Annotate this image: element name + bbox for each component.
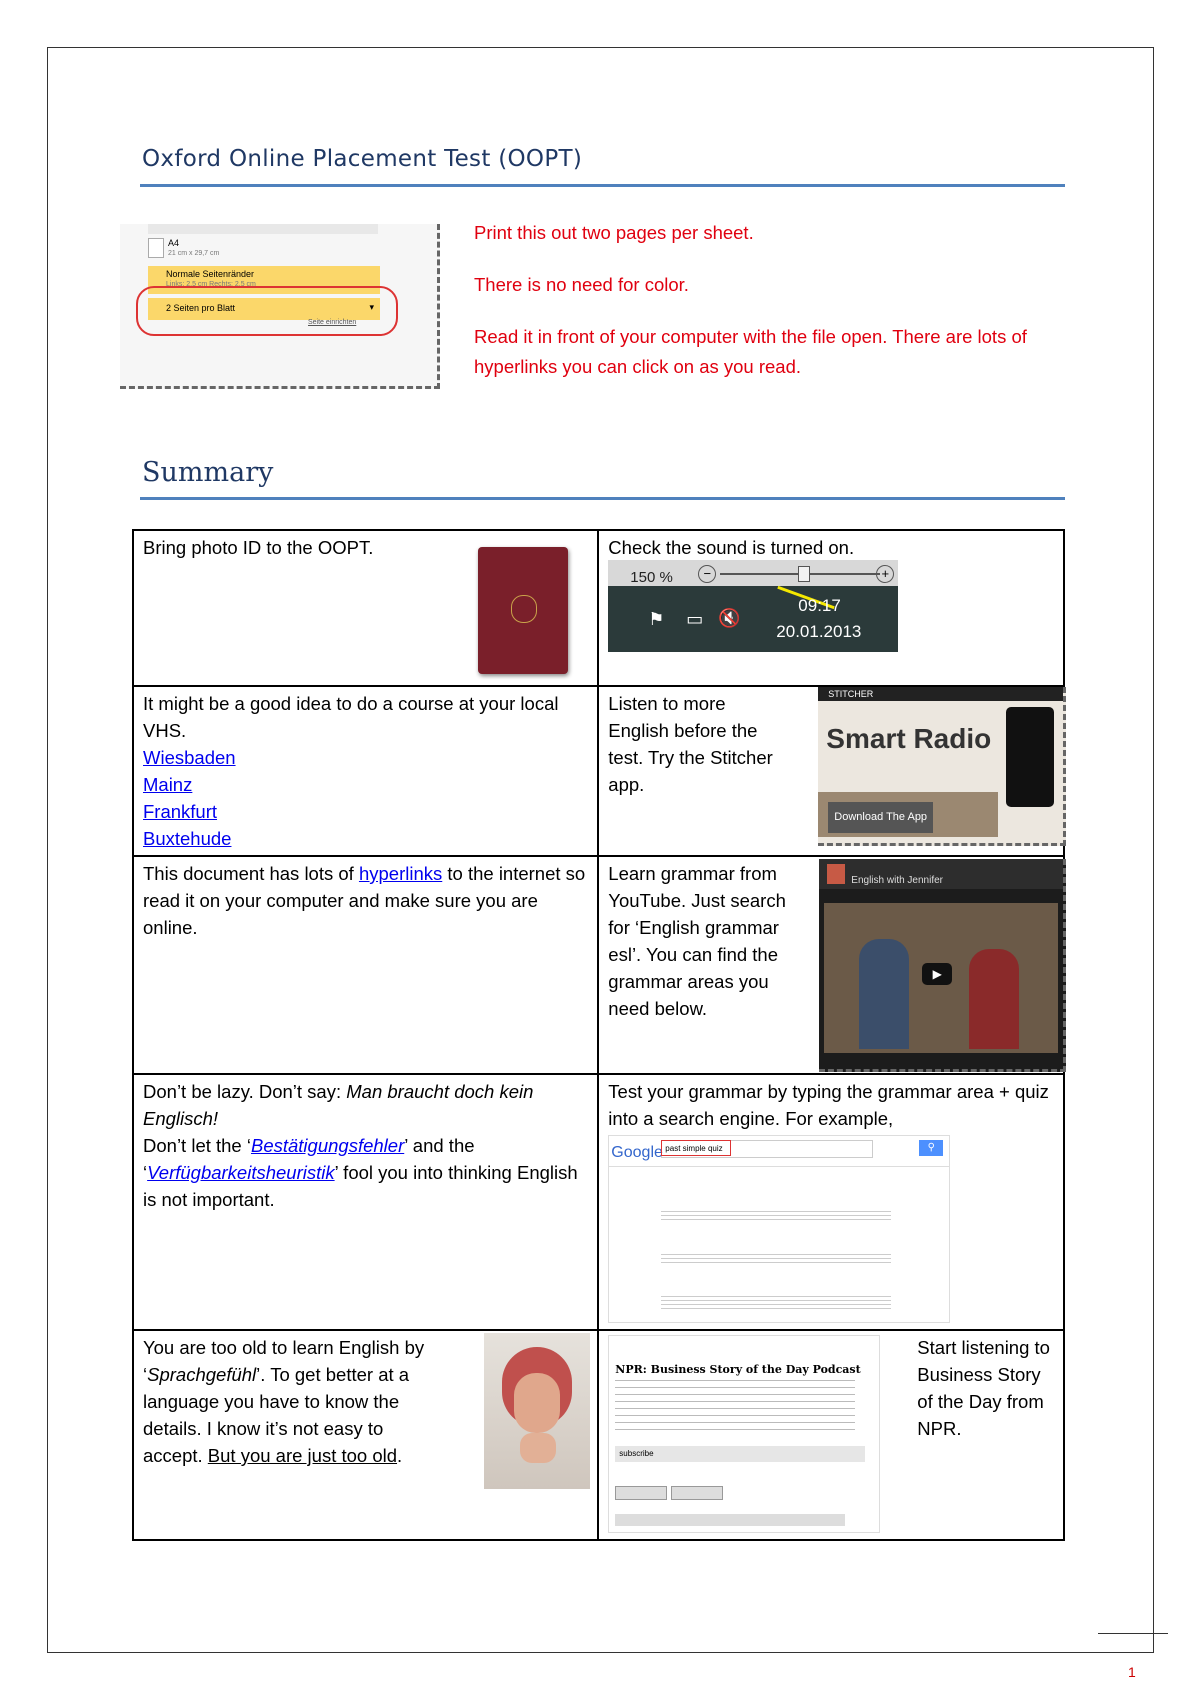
note-print: Print this out two pages per sheet. xyxy=(474,222,754,243)
stitcher-logo: STITCHER xyxy=(818,687,1066,701)
avatar xyxy=(827,864,845,884)
lazy-text-start: Don’t be lazy. Don’t say: xyxy=(143,1081,347,1102)
npr-title: NPR: Business Story of the Day Podcast xyxy=(615,1363,861,1376)
old-text-end: . xyxy=(397,1445,403,1466)
stitcher-screenshot xyxy=(818,687,1066,846)
yahoo-button[interactable] xyxy=(671,1486,723,1500)
print-settings-screenshot xyxy=(120,224,440,389)
table-row xyxy=(133,1330,1064,1540)
print-row-a4-sub: 21 cm x 29,7 cm xyxy=(168,250,220,257)
link-buxtehude[interactable]: Buxtehude xyxy=(143,828,232,849)
cell-lazy xyxy=(133,1074,598,1330)
podcast-url-field[interactable] xyxy=(615,1514,845,1526)
page-icon xyxy=(148,238,164,258)
online-text-start: This document has lots of xyxy=(143,863,359,884)
woman-photo xyxy=(484,1333,590,1489)
print-row-two-per-sheet-label: 2 Seiten pro Blatt xyxy=(166,303,236,313)
cell-photo-id xyxy=(133,530,598,686)
taskbar-screenshot xyxy=(608,560,898,652)
page-number-rule xyxy=(1098,1633,1168,1634)
search-input[interactable]: past simple quiz xyxy=(661,1140,731,1156)
print-row-margins-label: Normale Seitenränder xyxy=(166,269,255,279)
youtube-text: Learn grammar from YouTube. Just search for ‘English grammar esl’. You can find the grammar areas you need below. xyxy=(608,863,786,1019)
subscribe-bar[interactable]: subscribe xyxy=(615,1446,865,1462)
zoom-out-icon[interactable]: − xyxy=(698,565,716,583)
npr-text: Start listening to Business Story of the Day from NPR. xyxy=(917,1337,1050,1439)
clock-time: 09:17 xyxy=(798,596,841,615)
lazy-text-3: ’ and the ‘ xyxy=(143,1135,475,1183)
stitcher-headline: Smart Radio xyxy=(826,723,992,754)
channel-name: English with Jennifer xyxy=(851,875,944,886)
print-row-margins-sub: Links: 2,5 cm Rechts: 2,5 cm xyxy=(166,281,256,288)
page-title: Oxford Online Placement Test (OOPT) xyxy=(142,146,583,172)
cell-quiz xyxy=(598,1074,1064,1330)
speaker-muted-icon[interactable]: 🔇 xyxy=(718,608,741,628)
cell-vhs xyxy=(133,686,598,856)
phone-image xyxy=(1006,707,1054,807)
old-italic: Sprachgefühl xyxy=(147,1364,257,1385)
link-frankfurt[interactable]: Frankfurt xyxy=(143,801,218,822)
old-text-mid: ’. To get better at a language you have to know the details. I know it’s not easy to accept. xyxy=(143,1364,410,1466)
quiz-text: Test your grammar by typing the grammar area + quiz into a search engine. For example, xyxy=(608,1081,1049,1129)
itunes-button[interactable] xyxy=(615,1486,667,1500)
cell-online xyxy=(133,856,598,1074)
confirmation-bias-link[interactable]: Bestätigungsfehler xyxy=(250,1135,405,1156)
network-icon: ▭ xyxy=(686,609,704,629)
passport-image xyxy=(478,547,568,674)
title-rule xyxy=(140,184,1065,187)
sound-text: Check the sound is turned on. xyxy=(608,537,855,558)
table-row xyxy=(133,1074,1064,1330)
dropdown-arrow-icon: ▾ xyxy=(369,302,374,312)
link-mainz[interactable]: Mainz xyxy=(143,774,193,795)
page-number: 1 xyxy=(1128,1664,1136,1680)
note-color: There is no need for color. xyxy=(474,274,689,295)
vhs-text: It might be a good idea to do a course at your local VHS. xyxy=(143,693,559,741)
page-setup-link[interactable]: Seite einrichten xyxy=(308,319,357,326)
cell-listen xyxy=(598,686,1064,856)
cell-sound xyxy=(598,530,1064,686)
summary-rule xyxy=(140,497,1065,500)
cell-npr xyxy=(598,1330,1064,1540)
cell-youtube xyxy=(598,856,1064,1074)
table-row xyxy=(133,686,1064,856)
man-figure xyxy=(859,939,909,1049)
summary-heading: Summary xyxy=(142,457,274,488)
old-underlined: But you are just too old xyxy=(207,1445,398,1466)
print-instructions xyxy=(474,218,1064,404)
highlight-circle xyxy=(136,286,398,336)
table-row xyxy=(133,856,1064,1074)
clock-date: 20.01.2013 xyxy=(776,622,862,641)
online-text-end: to the internet so read it on your computer and make sure you are online. xyxy=(143,863,586,938)
photo-id-text: Bring photo ID to the OOPT. xyxy=(143,537,374,558)
listen-text: Listen to more English before the test. Try the Stitcher app. xyxy=(608,693,773,795)
google-screenshot xyxy=(608,1135,950,1323)
cell-too-old xyxy=(133,1330,598,1540)
availability-heuristic-link[interactable]: Verfügbarkeitsheuristik xyxy=(147,1162,335,1183)
google-logo: Google xyxy=(611,1144,663,1161)
hyperlinks-link[interactable]: hyperlinks xyxy=(358,863,443,884)
lazy-text-2: Don’t let the ‘ xyxy=(143,1135,251,1156)
search-icon[interactable]: ⚲ xyxy=(919,1140,943,1156)
zoom-level: 150 % xyxy=(630,569,673,586)
zoom-in-icon[interactable]: + xyxy=(876,565,894,583)
old-text-start: You are too old to learn English by ‘ xyxy=(143,1337,425,1385)
slider-thumb[interactable] xyxy=(798,566,810,582)
youtube-screenshot xyxy=(819,859,1066,1072)
lazy-text-end: ’ fool you into thinking English is not important. xyxy=(143,1162,578,1210)
lazy-quote: Man braucht doch kein Englisch! xyxy=(143,1081,534,1129)
summary-table xyxy=(132,529,1065,1541)
link-wiesbaden[interactable]: Wiesbaden xyxy=(143,747,236,768)
play-icon[interactable]: ▶ xyxy=(922,963,952,985)
eagle-emblem-icon xyxy=(511,595,537,623)
table-row xyxy=(133,530,1064,686)
flag-icon: ⚑ xyxy=(648,609,665,629)
npr-screenshot xyxy=(608,1335,880,1533)
note-hyperlinks: Read it in front of your computer with the file open. There are lots of hyperlinks you can click on as you read. xyxy=(474,326,1027,377)
print-row-a4: A4 xyxy=(168,238,180,248)
woman-figure xyxy=(969,949,1019,1049)
download-app-button[interactable]: Download The App xyxy=(828,802,933,833)
